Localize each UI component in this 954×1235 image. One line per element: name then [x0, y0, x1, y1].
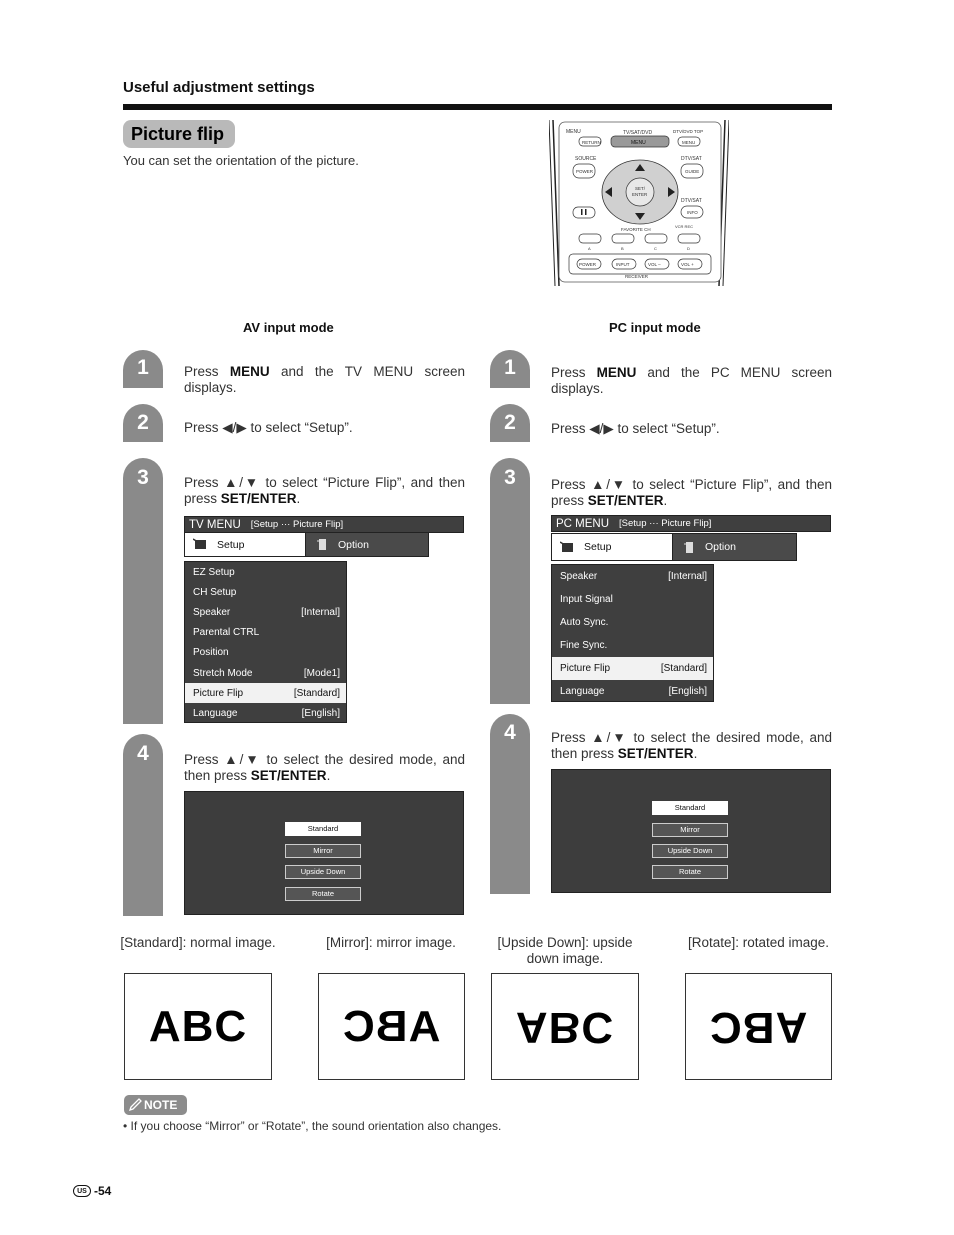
remote-control-illustration: [549, 120, 729, 288]
page-number: -54: [94, 1184, 112, 1198]
remote-label: DTV/SAT: [681, 198, 702, 204]
section-header: Useful adjustment settings: [123, 79, 315, 96]
menu-item-label: Speaker: [193, 606, 231, 618]
menu-item-value: [Mode1]: [303, 667, 340, 679]
remote-label: GUIDE: [685, 169, 700, 174]
setup-icon: [560, 541, 576, 554]
pc-option-standard[interactable]: Standard: [652, 801, 728, 815]
remote-label: SET/: [635, 186, 646, 191]
pc-tab-option[interactable]: Option: [672, 533, 797, 561]
remote-icon: [549, 120, 729, 288]
av-option-upside-down[interactable]: Upside Down: [285, 865, 361, 879]
av-menu-title: TV MENU: [189, 518, 241, 531]
remote-label: TV/SAT/DVD: [623, 130, 653, 136]
example-caption-standard: [Standard]: normal image.: [120, 935, 276, 950]
pencil-icon: [128, 1098, 144, 1112]
remote-label: D: [687, 246, 690, 251]
pc-option-upside-down[interactable]: Upside Down: [652, 844, 728, 858]
pc-tab-setup[interactable]: Setup: [551, 533, 673, 561]
menu-item-value: [Standard]: [660, 663, 707, 674]
remote-label: DTV/DVD TOP: [673, 129, 704, 134]
menu-item[interactable]: [552, 634, 713, 657]
page-title-text: Picture flip: [131, 123, 225, 144]
av-option-screen: [184, 791, 464, 915]
pc-menu-title: PC MENU: [556, 517, 610, 530]
pc-option-mirror[interactable]: Mirror: [652, 823, 728, 837]
option-icon: [314, 538, 330, 551]
remote-label: C: [654, 246, 657, 251]
header-rule: [123, 104, 832, 110]
option-icon: [681, 541, 697, 554]
pc-step-4-number: 4: [504, 721, 516, 744]
av-menu-list: [184, 561, 347, 723]
pc-option-rotate[interactable]: Rotate: [652, 865, 728, 879]
menu-item-label: Language: [560, 686, 605, 697]
menu-item-label: Speaker: [560, 571, 598, 582]
note-badge: [124, 1095, 187, 1115]
page-subtitle: You can set the orientation of the picture.: [123, 153, 359, 168]
av-tab-setup[interactable]: Setup: [184, 532, 306, 557]
av-step-1-text: Press MENU and the TV MENU screen displays.: [184, 364, 465, 395]
menu-item-label: CH Setup: [193, 586, 237, 598]
pc-mode-label: PC input mode: [609, 320, 701, 335]
menu-item[interactable]: [552, 565, 713, 588]
example-image-standard: [124, 973, 272, 1080]
remote-label: SOURCE: [575, 156, 597, 162]
menu-item[interactable]: [552, 657, 713, 680]
menu-item-value: [Standard]: [293, 687, 340, 699]
av-step-4-number: 4: [137, 742, 149, 765]
example-image-mirror: [318, 973, 465, 1080]
menu-item[interactable]: [185, 582, 346, 602]
pc-step-3-text: Press ▲/▼ to select “Picture Flip”, and then press SET/ENTER.: [551, 477, 833, 508]
pc-step-2-text: Press ◀/▶ to select “Setup”.: [551, 421, 720, 436]
av-step-3-number: 3: [137, 466, 149, 489]
remote-label: FAVORITE CH: [621, 227, 651, 232]
pc-step-1-number: 1: [504, 356, 516, 379]
menu-item-value: [English]: [668, 686, 707, 697]
av-option-rotate[interactable]: Rotate: [285, 887, 361, 901]
menu-item[interactable]: [185, 663, 346, 683]
remote-label: ENTER: [632, 192, 648, 197]
remote-label: POWER: [576, 169, 594, 174]
av-step-4-text: Press ▲/▼ to select the desired mode, and then press SET/ENTER.: [184, 752, 465, 783]
menu-item-label: Parental CTRL: [193, 627, 260, 639]
example-caption-upside-down: [Upside Down]: upside down image.: [497, 935, 633, 966]
page-title: [123, 120, 235, 148]
remote-label: VOL +: [681, 262, 694, 267]
av-option-standard[interactable]: Standard: [285, 822, 361, 836]
menu-item[interactable]: [185, 703, 346, 723]
remote-label: A: [588, 246, 591, 251]
av-mode-label: AV input mode: [243, 320, 334, 335]
pc-step-3-bar: [490, 458, 530, 704]
remote-label: MENU: [566, 129, 581, 135]
menu-item-label: Stretch Mode: [193, 667, 253, 679]
remote-label: B: [621, 246, 624, 251]
pc-step-4-text: Press ▲/▼ to select the desired mode, and then press SET/ENTER.: [551, 730, 832, 761]
menu-item-label: Language: [193, 707, 238, 719]
remote-label: MENU: [631, 140, 646, 146]
example-image-rotate: [685, 973, 832, 1080]
remote-label: INPUT: [616, 262, 630, 267]
example-caption-mirror: [Mirror]: mirror image.: [326, 935, 456, 950]
menu-item-label: Position: [193, 647, 229, 659]
av-menu-header: [184, 516, 464, 533]
pc-menu-path: [Setup ··· Picture Flip]: [619, 518, 712, 529]
menu-item-label: Auto Sync.: [560, 617, 609, 628]
menu-item[interactable]: [552, 611, 713, 634]
av-step-3-bar: [123, 458, 163, 724]
menu-item[interactable]: [552, 588, 713, 611]
av-option-mirror[interactable]: Mirror: [285, 844, 361, 858]
example-caption-rotate: [Rotate]: rotated image.: [687, 935, 830, 950]
menu-item-label: Picture Flip: [560, 663, 611, 674]
note-text: • If you choose “Mirror” or “Rotate”, the sound orientation also changes.: [123, 1119, 502, 1133]
av-step-2-number: 2: [137, 411, 149, 434]
av-tab-option[interactable]: Option: [305, 532, 429, 557]
av-step-1-number: 1: [137, 356, 149, 379]
example-text-standard: ABC: [148, 1001, 248, 1051]
av-menu-path: [Setup ··· Picture Flip]: [250, 519, 344, 530]
menu-item[interactable]: [185, 683, 346, 703]
av-step-3-text: Press ▲/▼ to select “Picture Flip”, and then press SET/ENTER.: [184, 475, 466, 506]
menu-item[interactable]: [185, 643, 346, 663]
menu-item[interactable]: [185, 602, 346, 622]
remote-label: POWER: [579, 262, 597, 267]
menu-item[interactable]: [552, 680, 713, 703]
av-step-2-text: Press ◀/▶ to select “Setup”.: [184, 420, 353, 435]
example-image-upside-down: [491, 973, 639, 1080]
menu-item[interactable]: [185, 562, 346, 582]
remote-label: INFO: [687, 210, 698, 215]
menu-item-label: EZ Setup: [193, 566, 235, 578]
example-text-mirror: ABC: [342, 1001, 441, 1051]
pc-menu-header: [551, 515, 831, 532]
menu-item-label: Input Signal: [560, 594, 613, 605]
pc-step-1-text: Press MENU and the PC MENU screen displays.: [551, 365, 832, 396]
menu-item-label: Picture Flip: [193, 687, 244, 699]
menu-item[interactable]: [185, 623, 346, 643]
remote-label: RETURN: [582, 140, 601, 145]
menu-item-value: [Internal]: [301, 606, 340, 618]
remote-label: DTV/SAT: [681, 156, 702, 162]
pc-menu-list: [551, 564, 714, 702]
note-label: NOTE: [144, 1098, 178, 1112]
region-badge: US: [73, 1185, 91, 1197]
menu-item-value: [Internal]: [668, 571, 707, 582]
remote-label: VCR REC: [675, 224, 694, 229]
menu-item-value: [English]: [301, 707, 340, 719]
remote-label: MENU: [682, 140, 696, 145]
setup-icon: [193, 538, 209, 551]
pc-step-2-number: 2: [504, 411, 516, 434]
example-text-upside-down: ABC: [515, 1002, 615, 1052]
pc-option-screen: [551, 769, 831, 893]
menu-item-label: Fine Sync.: [560, 640, 608, 651]
example-text-rotate: ABC: [709, 1002, 808, 1052]
pc-step-3-number: 3: [504, 466, 516, 489]
remote-label: VOL –: [648, 262, 661, 267]
remote-label: RECEIVER: [625, 274, 649, 279]
